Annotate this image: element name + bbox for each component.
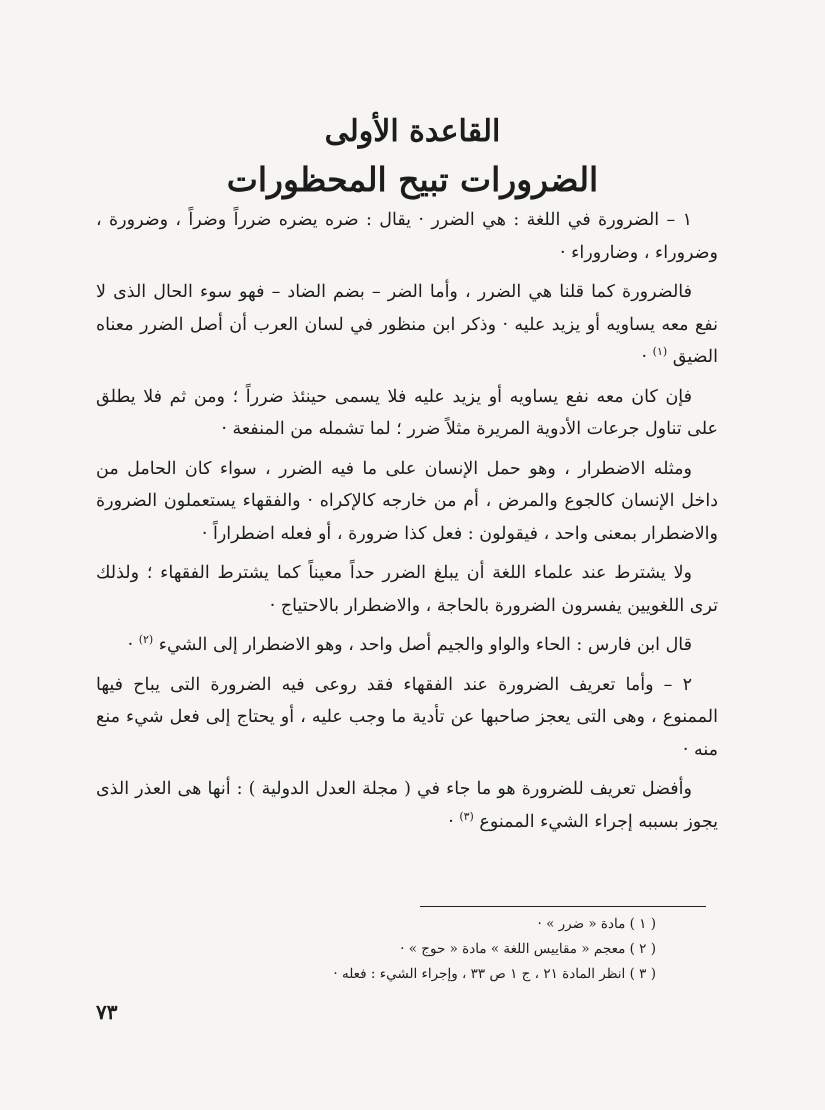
footnote-ref: (٣) — [459, 809, 474, 823]
footnote-ref: (١) — [652, 345, 668, 359]
footnote: ( ٣ ) انظر المادة ٢١ ، ج ١ ص ٣٣ ، وإجراء الشيء : فعله · — [333, 966, 656, 982]
footnote: ( ٢ ) معجم « مقاييس اللغة » مادة « حوج » · — [400, 941, 656, 957]
footnote: ( ١ ) مادة « ضرر » · — [537, 916, 656, 932]
page-number: ٧٣ — [96, 1000, 118, 1024]
footnote-ref: (٢) — [138, 633, 154, 647]
paragraph: وأفضل تعريف للضرورة هو ما جاء في ( مجلة العدل الدولية ) : أنها هى العذر الذى يجوز بسببه إجراء الشيء الممنوع $^{(٣)}$ · — [96, 779, 718, 832]
footnote-divider — [420, 906, 706, 907]
paragraph: ومثله الاضطرار ، وهو حمل الإنسان على ما فيه الضرر ، سواء كان الحامل من داخل الإنسان كالجوع والمرض ، أم من خارجه كالإكراه · والفقهاء يستعملون الضرورة والاضطرار بمعنى واحد ، فيقولون : فعل كذا ضرورة ، أو فعله اضطراراً · — [96, 458, 718, 544]
footnotes — [150, 912, 656, 987]
rule-title: القاعدة الأولى — [324, 114, 501, 149]
paragraph: ١ – الضرورة في اللغة : هي الضرر · يقال : ضره يضره ضرراً وضراً ، وضرورة ، وضروراء ، وضاروراء · — [96, 210, 718, 263]
paragraph: فإن كان معه نفع يساويه أو يزيد عليه فلا يسمى حينئذ ضرراً ؛ ومن ثم فلا يطلق على تناول جرعات الأدوية المريرة مثلاً ضرر ؛ لما تشمله من المنفعة · — [96, 386, 718, 439]
paragraph: ولا يشترط عند علماء اللغة أن يبلغ الضرر حداً معيناً كما يشترط الفقهاء ؛ ولذلك ترى اللغويين يفسرون الضرورة بالحاجة ، والاضطرار بالاحتياج · — [96, 563, 718, 616]
paragraph: ٢ – وأما تعريف الضرورة عند الفقهاء فقد روعى فيه الضرورة التى يباح فيها الممنوع ، وهى التى يعجز صاحبها عن تأدية ما وجب عليه ، أو يحتاج إلى فعل شيء منع منه · — [96, 674, 718, 760]
paragraph: قال ابن فارس : الحاء والواو والجيم أصل واحد ، وهو الاضطرار إلى الشيء $^{(٢)}$ · — [127, 633, 692, 655]
rule-subtitle: الضرورات تبيح المحظورات — [226, 160, 599, 199]
chapter-heading — [80, 110, 745, 206]
paragraph: فالضرورة كما قلنا هي الضرر ، وأما الضر – بضم الضاد – فهو سوء الحال الذى لا نفع معه يساويه أو يزيد عليه · وذكر ابن منظور في لسان العرب أن أصل الضرر معناه الضيق $^{(١)}$ · — [96, 282, 718, 367]
body-text — [96, 204, 718, 845]
